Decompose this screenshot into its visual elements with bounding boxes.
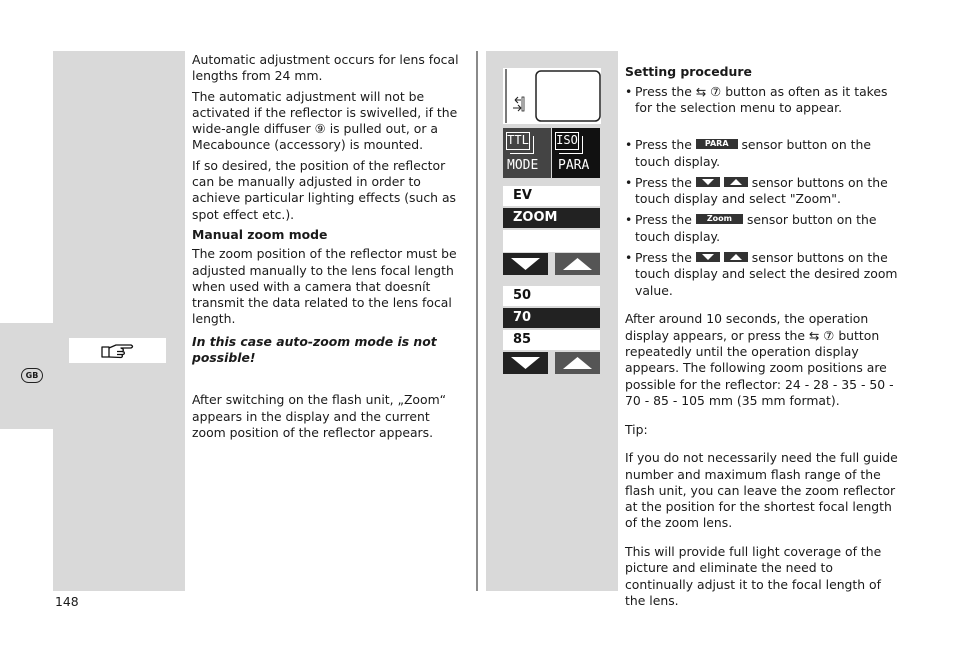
menu-row-ev[interactable]: EV [503,186,600,206]
ttl-label-box: TTL [506,132,530,150]
zoom-button-icon: Zoom [696,214,743,224]
language-badge: GB [21,368,43,383]
para-button-icon: PARA [696,139,738,149]
zoom-value-50[interactable]: 50 [503,286,600,306]
up-arrow-icon [555,253,600,275]
up-arrow-button-2[interactable] [555,352,600,374]
step-3 [625,175,902,208]
down-arrow-button[interactable] [503,253,548,275]
iso-para-button[interactable] [552,128,600,178]
flash-display-drawing [503,68,601,124]
right-text-column [625,52,902,622]
down-arrow-icon [503,253,548,275]
step-3-pre: Press the [635,174,692,190]
heading-manual-zoom: Manual zoom mode [192,226,328,242]
ttl-mode-button[interactable] [503,128,551,178]
up-arrow-icon [555,352,600,374]
step-5-post: sensor buttons on the touch display and select the desired zoom value. [635,250,898,298]
step-1 [625,84,902,117]
iso-label-box: ISO [555,132,579,150]
down-arrow-button-2[interactable] [503,352,548,374]
ttl-label-shadow [510,136,534,154]
pointing-hand-icon [69,338,166,363]
paragraph-auto-adjust: Automatic adjustment occurs for lens focal lengths from 24 mm. [192,52,459,84]
procedure-steps [625,84,902,299]
paragraph-manual-adjust: If so desired, the position of the reflector can be manually adjusted in order to achieve particular lighting effects (such as spot effect etc.). [192,157,457,222]
step-2-post: sensor button on the touch display. [635,137,871,169]
mode-label: MODE [507,158,539,173]
page-number: 148 [55,594,79,609]
tip-paragraph-1: If you do not necessarily need the full guide number and maximum flash range of the flash unit, you can leave the zoom reflector at the position for the shortest focal length of the zoom lens. [625,450,898,531]
left-text-column [192,52,467,445]
step-3-post: sensor buttons on the touch display and select "Zoom". [635,174,888,207]
down-button-icon [696,177,720,187]
menu-row-empty [503,230,600,252]
step-2-pre: Press the [635,137,692,153]
step-1-text: Press the ⇆ ⑦ button as often as it takes for the selection menu to appear. [635,83,888,115]
heading-setting-procedure: Setting procedure [625,64,752,80]
note-marker [69,338,166,363]
iso-label-shadow [559,136,583,154]
column-divider [476,51,478,591]
step-4-post: sensor button on the touch display. [635,212,877,244]
paragraph-after-10-seconds: After around 10 seconds, the operation display appears, or press the ⇆ ⑦ button repeatedly until the operation display appears. The following zoom positions are possible for the reflector: 24 - 28 - 35 - 50 - 70 - 85 - 105 mm (35 mm format). [625,311,894,408]
down-button-icon [696,252,720,262]
paragraph-not-activated: The automatic adjustment will not be activated if the reflector is swivelled, if the wide-angle diffuser ⑨ is pulled out, or a Mecabounce (accessory) is mounted. [192,88,458,153]
step-4 [625,212,902,245]
zoom-value-70[interactable]: 70 [503,308,600,328]
down-arrow-icon [503,352,548,374]
up-button-icon [724,252,748,262]
step-5 [625,250,902,299]
step-4-pre: Press the [635,212,692,228]
paragraph-after-switching: After switching on the flash unit, „Zoom“ appears in the display and the current zoom position of the reflector appears. [192,392,447,440]
note-text: In this case auto-zoom mode is not possible! [192,333,437,366]
step-2 [625,137,902,170]
tip-label: Tip: [625,421,648,437]
tip-paragraph-2: This will provide full light coverage of the picture and eliminate the need to continually adjust it to the focal length of the lens. [625,544,882,608]
paragraph-manual-zoom: The zoom position of the reflector must be adjusted manually to the lens focal length when used with a camera that doesnít transmit the data related to the lens focal length. [192,246,457,327]
up-button-icon [724,177,748,187]
step-5-pre: Press the [635,250,692,266]
para-label: PARA [558,158,590,173]
left-margin-column [53,51,185,591]
zoom-value-85[interactable]: 85 [503,330,600,350]
menu-row-zoom[interactable]: ZOOM [503,208,600,228]
up-arrow-button[interactable] [555,253,600,275]
flash-unit-illustration [503,68,601,124]
